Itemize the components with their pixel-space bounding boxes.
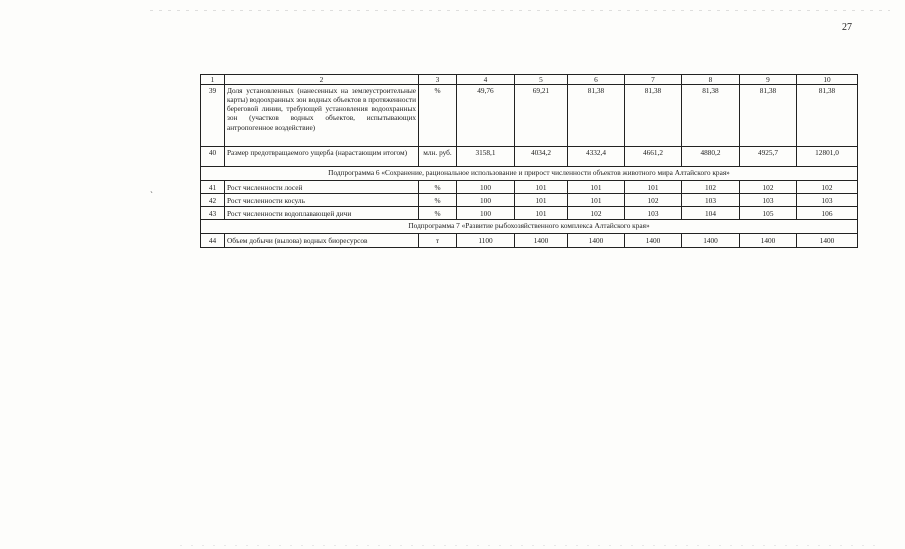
value-cell: 4332,4 — [568, 147, 625, 167]
scan-edge-bottom — [180, 545, 880, 546]
table-row-41 — [201, 181, 858, 194]
column-header: 10 — [797, 75, 858, 85]
value-cell: 102 — [625, 194, 682, 207]
row-number: 42 — [201, 194, 225, 207]
value-cell: 102 — [568, 207, 625, 220]
value-cell: 1100 — [457, 234, 515, 247]
value-cell: 4661,2 — [625, 147, 682, 167]
subprogram-title: Подпрограмма 6 «Сохранение, рациональное использование и прирост численности объектов животного мира Алтайского края» — [201, 167, 858, 181]
table-row-42 — [201, 194, 858, 207]
indicator-name: Рост численности лосей — [225, 181, 419, 194]
unit: млн. руб. — [419, 147, 457, 167]
indicator-name: Размер предотвращаемого ущерба (нарастающим итогом) — [225, 147, 419, 167]
row-number: 39 — [201, 85, 225, 147]
table-row-44 — [201, 234, 858, 247]
unit: % — [419, 85, 457, 147]
column-header: 6 — [568, 75, 625, 85]
column-header: 4 — [457, 75, 515, 85]
value-cell: 102 — [682, 181, 740, 194]
indicator-name: Доля установленных (нанесенных на землеустроительные карты) водоохранных зон водных объектов в протяженности береговой линии, требующей установления водоохранных зон (участков водных объектов, испытывающих антропогенное воздействие) — [225, 85, 419, 147]
row-number: 44 — [201, 234, 225, 247]
table-row-39 — [201, 85, 858, 147]
value-cell: 103 — [740, 194, 797, 207]
subprogram-7-heading-row — [201, 220, 858, 234]
value-cell: 105 — [740, 207, 797, 220]
indicator-name: Рост численности косуль — [225, 194, 419, 207]
value-cell: 102 — [797, 181, 858, 194]
unit: % — [419, 194, 457, 207]
value-cell: 3158,1 — [457, 147, 515, 167]
value-cell: 4925,7 — [740, 147, 797, 167]
value-cell: 104 — [682, 207, 740, 220]
row-number: 40 — [201, 147, 225, 167]
value-cell: 81,38 — [740, 85, 797, 147]
value-cell: 12801,0 — [797, 147, 858, 167]
value-cell: 100 — [457, 207, 515, 220]
value-cell: 100 — [457, 181, 515, 194]
column-header: 1 — [201, 75, 225, 85]
indicator-name: Рост численности водоплавающей дичи — [225, 207, 419, 220]
unit: % — [419, 207, 457, 220]
column-header: 5 — [515, 75, 568, 85]
column-header: 8 — [682, 75, 740, 85]
value-cell: 100 — [457, 194, 515, 207]
scan-edge-top — [150, 10, 890, 11]
value-cell: 1400 — [625, 234, 682, 247]
value-cell: 1400 — [515, 234, 568, 247]
value-cell: 106 — [797, 207, 858, 220]
column-header: 2 — [225, 75, 419, 85]
value-cell: 103 — [797, 194, 858, 207]
value-cell: 81,38 — [682, 85, 740, 147]
value-cell: 101 — [515, 207, 568, 220]
scan-speck: ` — [150, 190, 153, 200]
value-cell: 102 — [740, 181, 797, 194]
subprogram-6-heading-row — [201, 167, 858, 181]
value-cell: 1400 — [740, 234, 797, 247]
table-row-43 — [201, 207, 858, 220]
value-cell: 101 — [625, 181, 682, 194]
unit: % — [419, 181, 457, 194]
indicator-name: Объем добычи (вылова) водных биоресурсов — [225, 234, 419, 247]
column-header: 7 — [625, 75, 682, 85]
value-cell: 103 — [682, 194, 740, 207]
value-cell: 101 — [568, 194, 625, 207]
value-cell: 101 — [568, 181, 625, 194]
value-cell: 49,76 — [457, 85, 515, 147]
value-cell: 1400 — [682, 234, 740, 247]
column-header: 3 — [419, 75, 457, 85]
value-cell: 101 — [515, 194, 568, 207]
value-cell: 69,21 — [515, 85, 568, 147]
column-number-header-row — [201, 75, 858, 85]
value-cell: 81,38 — [568, 85, 625, 147]
page-number: 27 — [842, 22, 852, 33]
row-number: 43 — [201, 207, 225, 220]
value-cell: 1400 — [797, 234, 858, 247]
indicators-table — [200, 74, 858, 248]
value-cell: 1400 — [568, 234, 625, 247]
value-cell: 103 — [625, 207, 682, 220]
table-row-40 — [201, 147, 858, 167]
column-header: 9 — [740, 75, 797, 85]
unit: т — [419, 234, 457, 247]
value-cell: 4034,2 — [515, 147, 568, 167]
row-number: 41 — [201, 181, 225, 194]
value-cell: 81,38 — [625, 85, 682, 147]
value-cell: 101 — [515, 181, 568, 194]
value-cell: 81,38 — [797, 85, 858, 147]
subprogram-title: Подпрограмма 7 «Развитие рыбохозяйственного комплекса Алтайского края» — [201, 220, 858, 234]
value-cell: 4880,2 — [682, 147, 740, 167]
